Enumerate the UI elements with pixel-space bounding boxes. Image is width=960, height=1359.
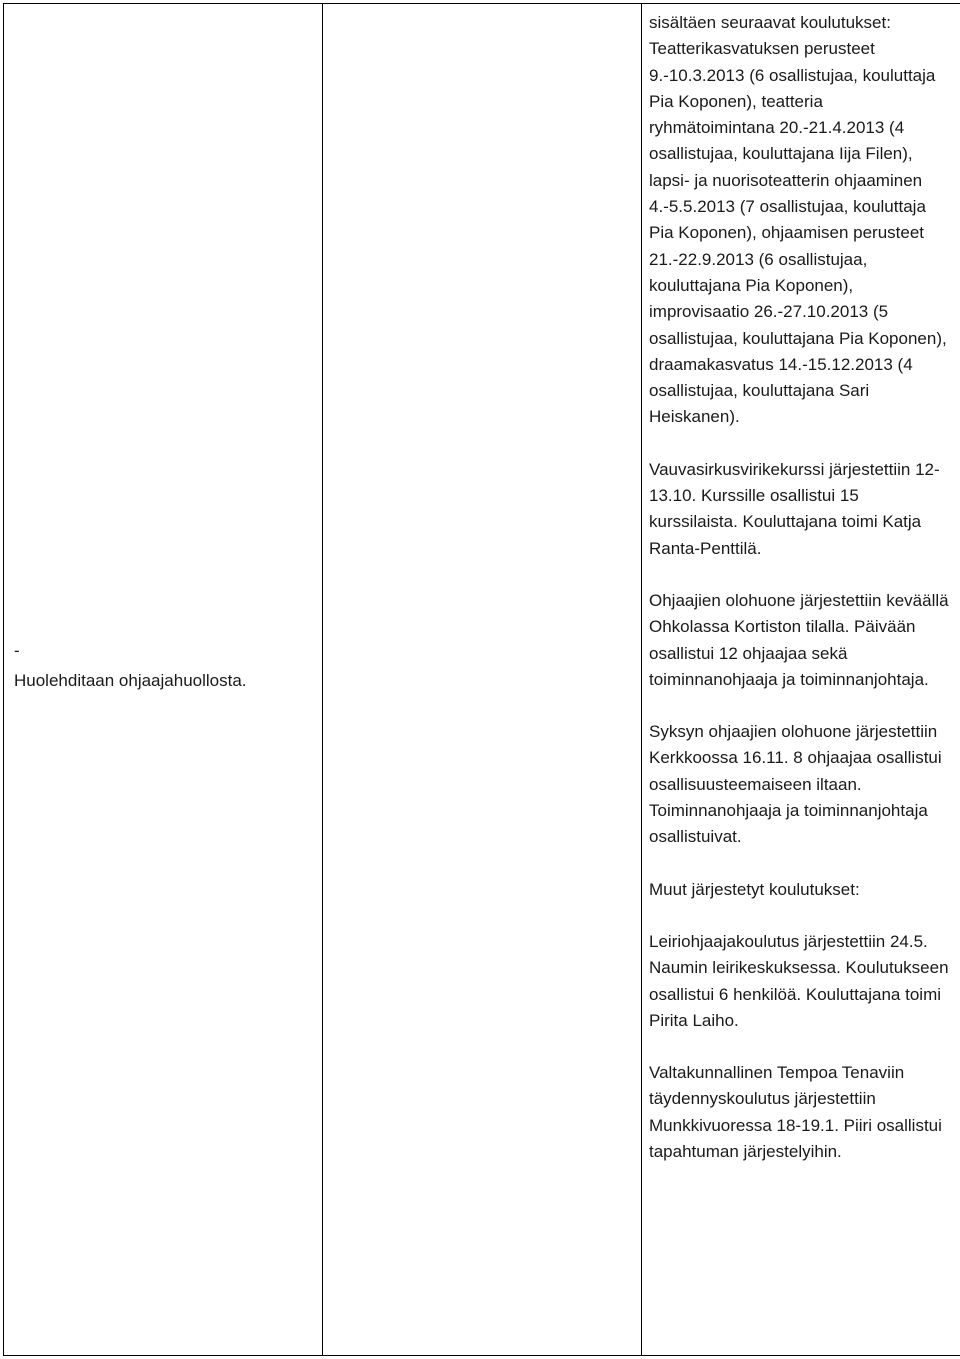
- middle-cell: [323, 4, 642, 1356]
- paragraph-tempoa: Valtakunnallinen Tempoa Tenaviin täydennyskoulutus järjestettiin Munkkivuoressa 18-19.1. Piiri osallistui tapahtuman järjestelyihin.: [649, 1063, 942, 1161]
- table-row: [4, 4, 960, 1356]
- left-cell: [4, 4, 323, 1356]
- right-cell: [642, 4, 960, 1356]
- paragraph-camp-leader: Leiriohjaajakoulutus järjestettiin 24.5. Naumin leirikeskuksessa. Koulutukseen osallistui 6 henkilöä. Kouluttajana toimi Pirita Laiho.: [649, 931, 949, 1030]
- paragraph-spring-lounge: Ohjaajien olohuone järjestettiin keväällä Ohkolassa Kortiston tilalla. Päivään osallistui 12 ohjaajaa sekä toiminnanohjaaja ja toiminnanjohtaja.: [649, 590, 949, 689]
- left-cell-text: Huolehditaan ohjaajahuollosta.: [14, 671, 247, 690]
- document-table: [3, 3, 960, 1356]
- paragraph-other-heading: Muut järjestetyt koulutukset:: [649, 879, 860, 899]
- right-cell-content: [642, 4, 960, 1165]
- paragraph-autumn-lounge: Syksyn ohjaajien olohuone järjestettiin Kerkkoossa 16.11. 8 ohjaajaa osallistui osallisuusteemaiseen iltaan. Toiminnanohjaaja ja toiminnanjohtaja osallistuivat.: [649, 722, 942, 847]
- paragraph-courses: sisältäen seuraavat koulutukset: Teatterikasvatuksen perusteet 9.-10.3.2013 (6 osallistujaa, kouluttaja Pia Koponen), teatteria ryhmätoimintana 20.-21.4.2013 (4 osallistujaa, kouluttajana Iija Filen), lapsi- ja nuorisoteatterin ohjaaminen 4.-5.5.2013 (7 osallistujaa, kouluttaja Pia Koponen), ohjaamisen perusteet 21.-22.9.2013 (6 osallistujaa, kouluttajana Pia Koponen), improvisaatio 26.-27.10.2013 (5 osallistujaa, kouluttajana Pia Koponen), draamakasvatus 14.-15.12.2013 (4 osallistujaa, kouluttajana Sari Heiskanen).: [649, 13, 947, 427]
- left-cell-dash: -: [14, 641, 20, 660]
- paragraph-baby-circus: Vauvasirkusvirikekurssi järjestettiin 12-13.10. Kurssille osallistui 15 kurssilaista. Kouluttajana toimi Katja Ranta-Penttilä.: [649, 459, 940, 558]
